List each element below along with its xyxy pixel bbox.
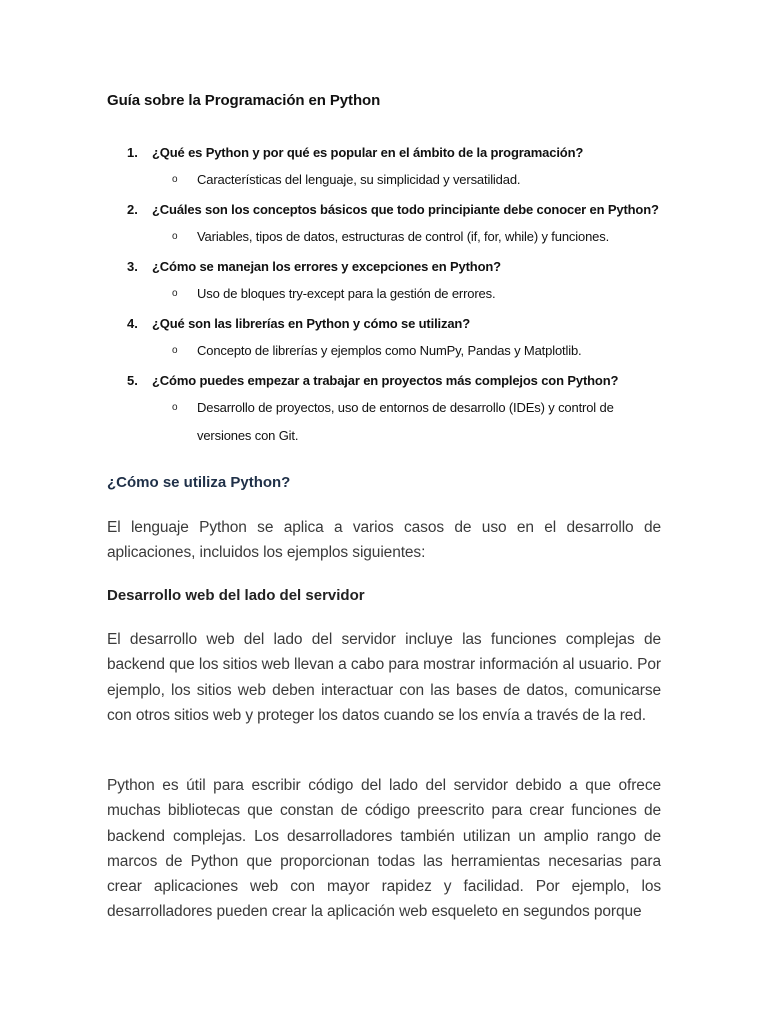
question-text: ¿Cuáles son los conceptos básicos que todo principiante debe conocer en Python? (152, 202, 659, 217)
section-heading: ¿Cómo se utiliza Python? (107, 474, 291, 491)
list-item-number: 5. (127, 373, 138, 388)
question-text: ¿Cómo se manejan los errores y excepciones en Python? (152, 259, 501, 274)
list-item-number: 2. (127, 202, 138, 217)
sub-item-text: Concepto de librerías y ejemplos como NumPy, Pandas y Matplotlib. (197, 343, 582, 358)
sub-item-text: Variables, tipos de datos, estructuras de control (if, for, while) y funciones. (197, 229, 610, 244)
sub-item-text: Desarrollo de proyectos, uso de entornos de desarrollo (IDEs) y control de versiones con Git. (197, 400, 614, 443)
circle-bullet-icon: o (172, 345, 178, 356)
list-item-number: 4. (127, 316, 138, 331)
circle-bullet-icon: o (172, 174, 178, 185)
body-paragraph: Python es útil para escribir código del lado del servidor debido a que ofrece muchas bibliotecas que constan de código preescrito para crear funciones de backend complejas. Los desarrolladores también utilizan un amplio rango de marcos de Python que proporcionan todas las herramientas necesarias para crear aplicaciones web con mayor rapidez y facilidad. Por ejemplo, los desarrolladores pueden crear la aplicación web esqueleto en segundos porque (107, 777, 661, 921)
body-paragraph: El desarrollo web del lado del servidor incluye las funciones complejas de backend que los sitios web llevan a cabo para mostrar información al usuario. Por ejemplo, los sitios web deben interactuar con las bases de datos, comunicarse con otros sitios web y proteger los datos cuando se los envía a través de la red. (107, 631, 661, 724)
circle-bullet-icon: o (172, 288, 178, 299)
circle-bullet-icon: o (172, 231, 178, 242)
question-text: ¿Qué es Python y por qué es popular en el ámbito de la programación? (152, 145, 584, 160)
question-text: ¿Qué son las librerías en Python y cómo se utilizan? (152, 316, 471, 331)
sub-item-text: Uso de bloques try-except para la gestión de errores. (197, 286, 496, 301)
question-text: ¿Cómo puedes empezar a trabajar en proyectos más complejos con Python? (152, 373, 619, 388)
intro-paragraph: El lenguaje Python se aplica a varios casos de uso en el desarrollo de aplicaciones, incluidos los ejemplos siguientes: (107, 519, 661, 562)
sub-item-text: Características del lenguaje, su simplicidad y versatilidad. (197, 172, 521, 187)
list-item-number: 1. (127, 145, 138, 160)
list-item-number: 3. (127, 259, 138, 274)
subsection-heading: Desarrollo web del lado del servidor (107, 587, 365, 604)
circle-bullet-icon: o (172, 402, 178, 413)
document-title: Guía sobre la Programación en Python (107, 92, 381, 109)
